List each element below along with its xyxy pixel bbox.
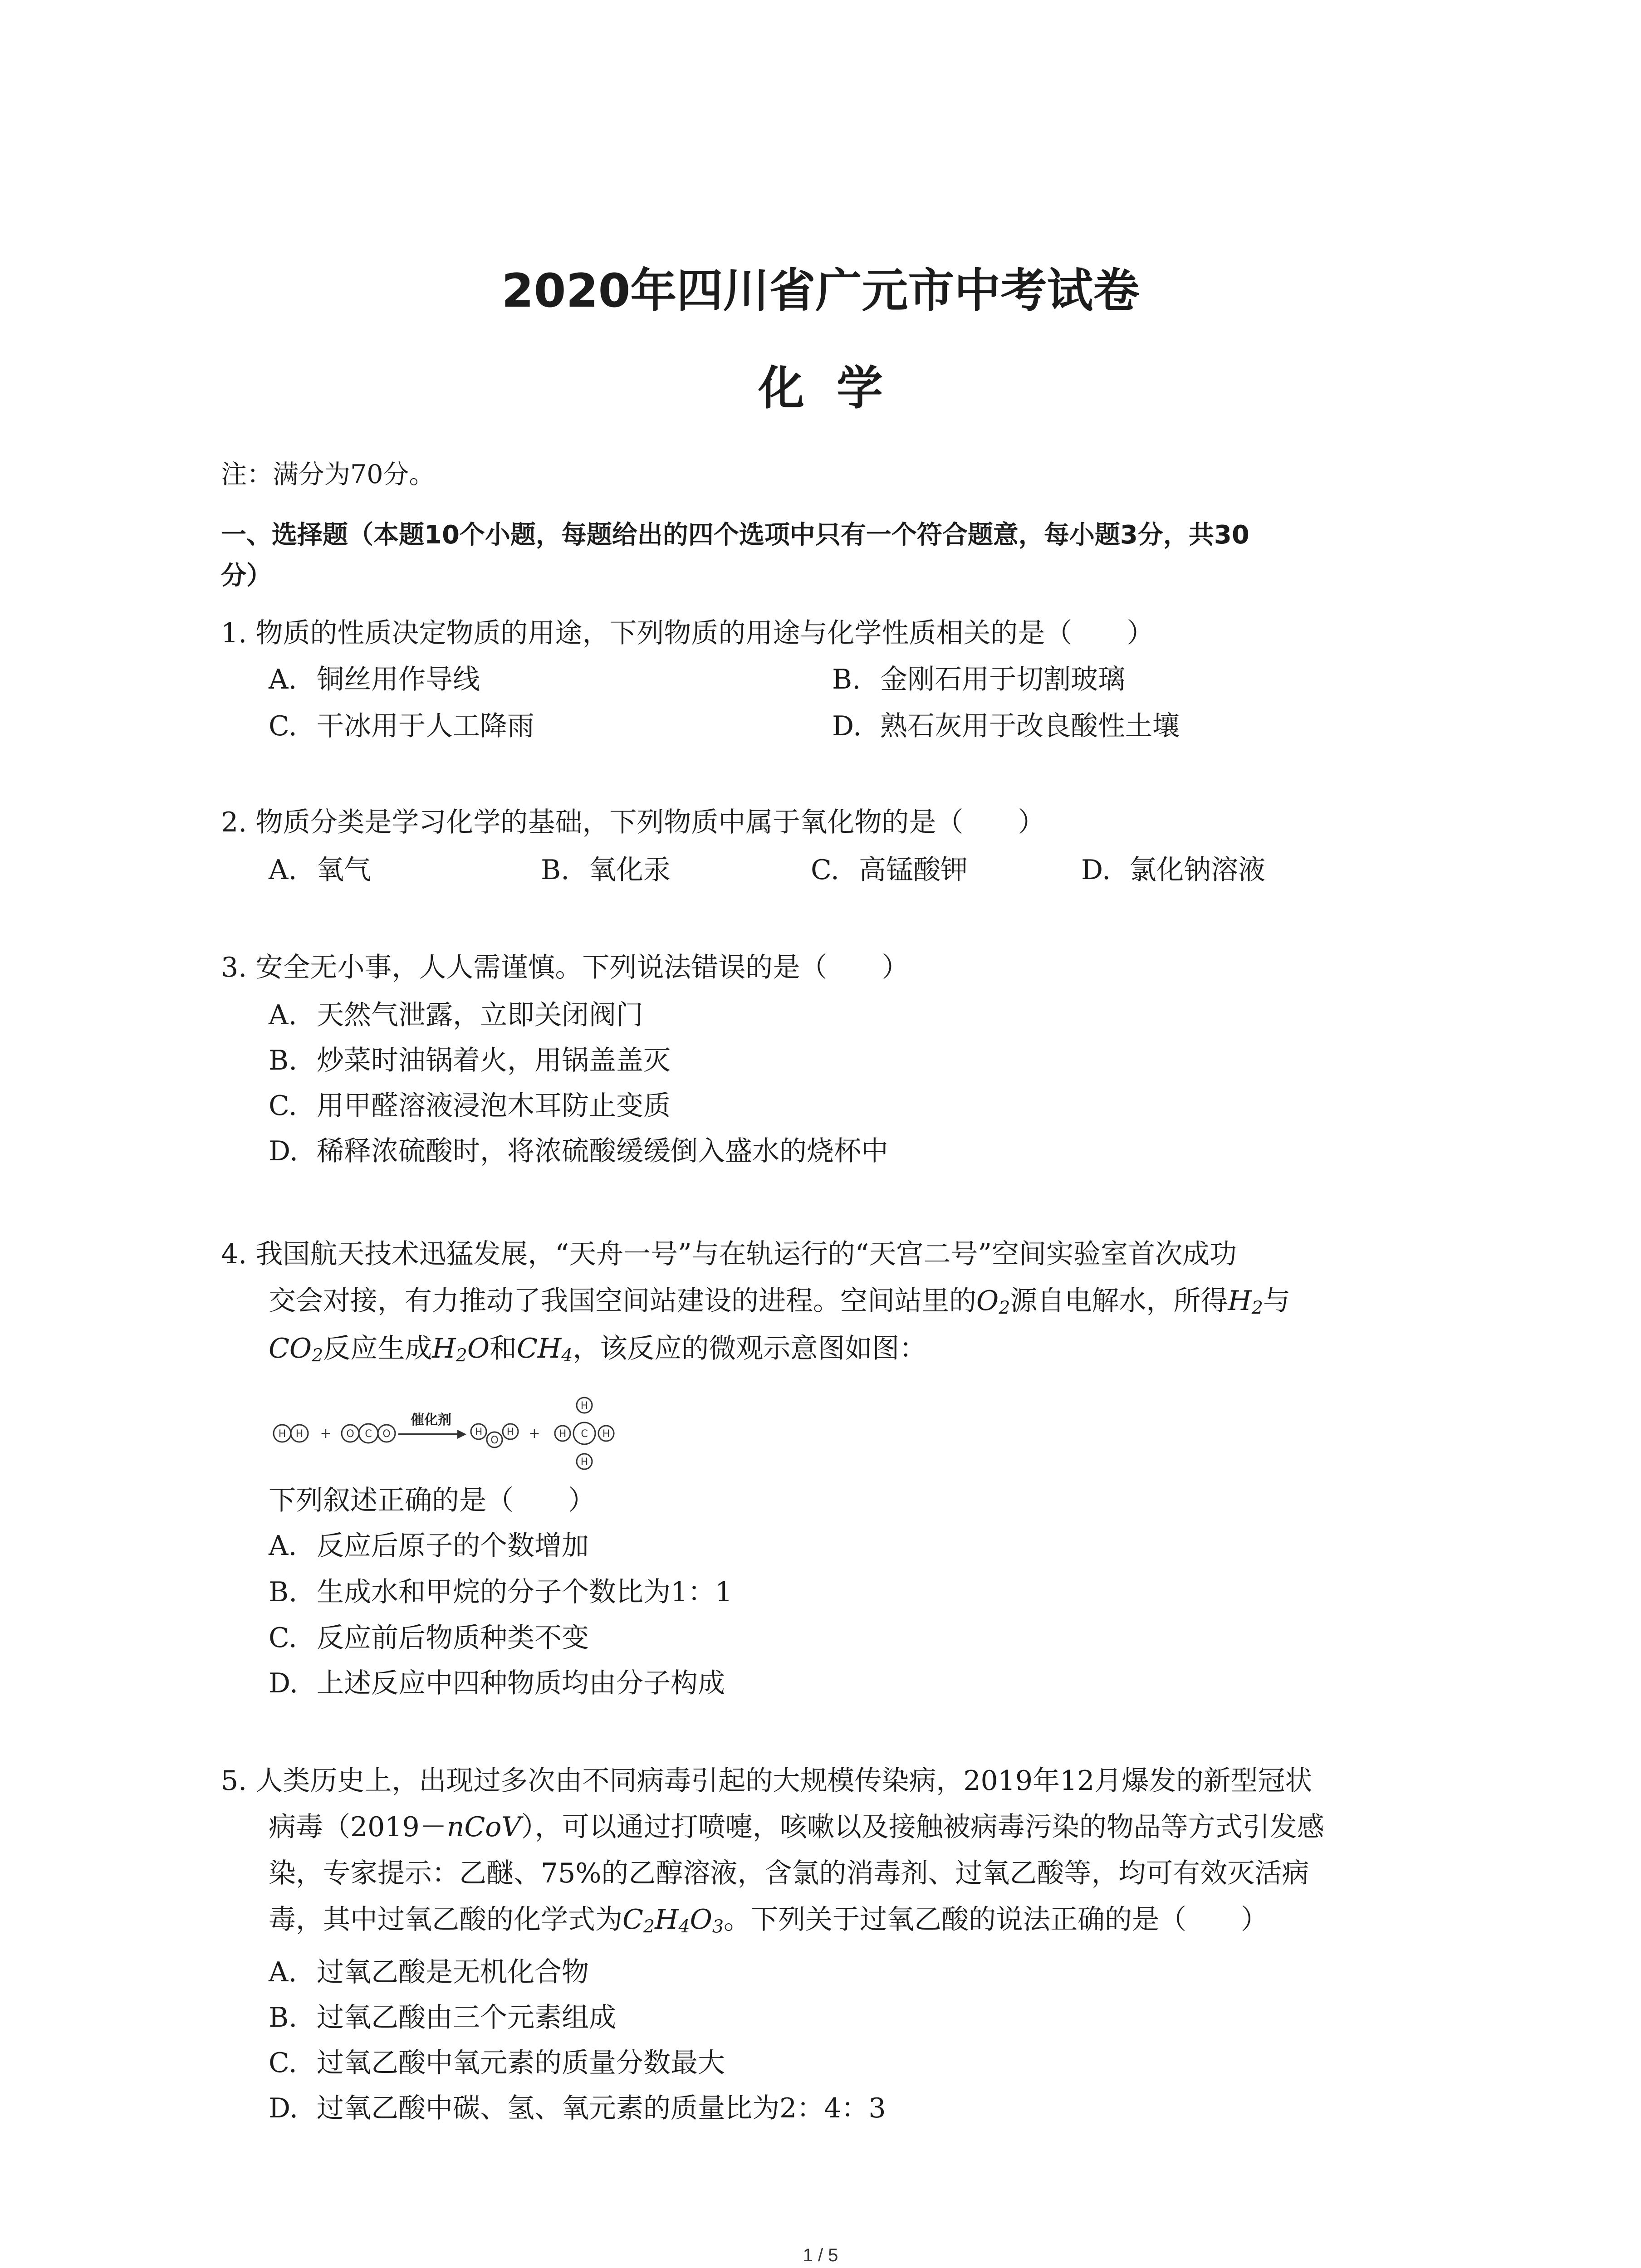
question-2-option-b[interactable]	[541, 848, 671, 887]
atom-h-label: H	[580, 1457, 588, 1468]
option-letter: D.	[269, 2092, 299, 2124]
option-letter: D.	[832, 710, 862, 742]
question-5-option-c[interactable]	[269, 2041, 725, 2080]
option-letter: A.	[269, 999, 297, 1031]
option-text: 过氧乙酸由三个元素组成	[317, 2002, 616, 2033]
question-3-stem: 3. 安全无小事，人人需谨慎。下列说法错误的是（ ）	[221, 952, 909, 983]
carbon-dioxide-molecule	[342, 1424, 395, 1443]
question-3-option-d[interactable]	[269, 1129, 888, 1168]
option-text: 氧气	[317, 854, 371, 886]
option-text: 过氧乙酸中氧元素的质量分数最大	[317, 2047, 725, 2079]
catalyst-label: 催化剂	[411, 1412, 451, 1428]
text: 毒，其中过氧乙酸的化学式为	[269, 1904, 622, 1936]
question-2-option-a[interactable]	[269, 848, 371, 887]
plus-sign: +	[529, 1426, 540, 1442]
option-text: 稀释浓硫酸时，将浓硫酸缓缓倒入盛水的烧杯中	[317, 1135, 888, 1167]
question-1-option-b[interactable]	[832, 658, 1125, 697]
text: 。下列关于过氧乙酸的说法正确的是（ ）	[724, 1904, 1269, 1936]
exam-title: 2020年四川省广元市中考试卷	[501, 264, 1140, 318]
atom-o-label: O	[346, 1428, 354, 1440]
question-1-stem: 1. 物质的性质决定物质的用途，下列物质的用途与化学性质相关的是（ ）	[221, 617, 1154, 649]
option-letter: B.	[269, 2002, 298, 2033]
question-2-option-d[interactable]	[1081, 848, 1265, 887]
text: 和	[490, 1333, 517, 1364]
option-letter: D.	[269, 1135, 299, 1167]
question-2-stem: 2. 物质分类是学习化学的基础，下列物质中属于氧化物的是（ ）	[221, 807, 1045, 838]
option-text: 上述反应中四种物质均由分子构成	[317, 1667, 725, 1699]
atom-o-label: O	[382, 1428, 391, 1440]
question-5-option-d[interactable]	[269, 2087, 886, 2126]
text: 源自电解水，所得	[1010, 1285, 1228, 1317]
text: ，该反应的微观示意图如图：	[573, 1333, 927, 1364]
atom-h-label: H	[278, 1428, 286, 1440]
question-5-line-3: 染，专家提示：乙醚、75%的乙醇溶液，含氯的消毒剂、过氧乙酸等，均可有效灭活病	[269, 1857, 1309, 1889]
score-note: 注：满分为70分。	[221, 459, 435, 489]
page-number: 1 / 5	[803, 2245, 838, 2265]
question-2-option-c[interactable]	[811, 848, 968, 887]
reaction-arrow	[398, 1412, 466, 1439]
text: 与	[1263, 1285, 1290, 1317]
question-3-option-a[interactable]	[269, 993, 643, 1032]
option-text: 天然气泄露，立即关闭阀门	[317, 999, 643, 1031]
option-text: 铜丝用作导线	[317, 664, 480, 695]
hydrogen-molecule	[274, 1425, 308, 1442]
option-letter: C.	[269, 2047, 297, 2079]
option-text: 氧化汞	[589, 854, 671, 886]
question-5-option-b[interactable]	[269, 1996, 616, 2035]
option-text: 金刚石用于切割玻璃	[880, 664, 1125, 695]
text: 反应生成	[323, 1333, 432, 1364]
option-letter: B.	[541, 854, 570, 886]
atom-h-label: H	[295, 1428, 304, 1440]
option-text: 熟石灰用于改良酸性土壤	[880, 710, 1180, 742]
option-text: 反应后原子的个数增加	[317, 1530, 589, 1562]
option-text: 氯化钠溶液	[1129, 854, 1265, 886]
question-4-line-3	[269, 1327, 926, 1366]
option-text: 干冰用于人工降雨	[317, 710, 534, 742]
question-5-line-2	[269, 1805, 1324, 1844]
formula-h2: $H_2$	[1228, 1285, 1263, 1319]
question-5-option-a[interactable]	[269, 1950, 589, 1989]
atom-h-label: H	[475, 1427, 483, 1438]
section-heading-line2: 分）	[221, 561, 272, 591]
atom-h-label: H	[506, 1427, 514, 1438]
option-text: 过氧乙酸是无机化合物	[317, 1956, 589, 1988]
question-1-option-c[interactable]	[269, 704, 534, 743]
option-letter: B.	[832, 664, 861, 695]
question-4-option-d[interactable]	[269, 1662, 725, 1701]
question-3-option-c[interactable]	[269, 1084, 671, 1123]
methane-molecule	[555, 1398, 614, 1469]
formula-peracetic-acid: $C_2H_4O_3$	[622, 1904, 724, 1937]
question-1-option-d[interactable]	[832, 704, 1180, 743]
option-text: 高锰酸钾	[859, 854, 968, 886]
question-4-ask: 下列叙述正确的是（ ）	[269, 1485, 595, 1516]
question-4-line-1: 4. 我国航天技术迅猛发展，“天舟一号”与在轨运行的“天宫二号”空间实验室首次成功	[221, 1238, 1237, 1270]
virus-name: nCoV	[446, 1811, 521, 1843]
option-letter: A.	[269, 1956, 297, 1988]
option-letter: D.	[1081, 854, 1111, 886]
formula-h2o: $H_2O$	[432, 1333, 490, 1366]
plus-sign: +	[320, 1426, 332, 1442]
atom-o-label: O	[490, 1435, 499, 1446]
question-4-option-b[interactable]	[269, 1570, 732, 1609]
text: ），可以通过打喷嚏，咳嗽以及接触被病毒污染的物品等方式引发感	[521, 1811, 1324, 1843]
text: 交会对接，有力推动了我国空间站建设的进程。空间站里的	[269, 1285, 976, 1317]
question-4-line-2	[269, 1279, 1290, 1318]
question-4-option-c[interactable]	[269, 1616, 589, 1655]
option-letter: C.	[269, 1622, 297, 1654]
formula-o2: $O_2$	[976, 1285, 1010, 1319]
text: 病毒（2019－	[269, 1811, 447, 1843]
atom-c-label: C	[365, 1428, 372, 1440]
subject-title: 化 学	[758, 362, 883, 415]
option-letter: D.	[269, 1667, 299, 1699]
option-text: 炒菜时油锅着火，用锅盖盖灭	[317, 1045, 671, 1076]
formula-co2: $CO_2$	[269, 1333, 323, 1366]
option-letter: C.	[269, 710, 297, 742]
option-letter: C.	[269, 1090, 297, 1122]
atom-h-label: H	[558, 1428, 567, 1440]
question-3-option-b[interactable]	[269, 1039, 671, 1078]
atom-c-label: C	[581, 1428, 588, 1440]
option-letter: B.	[269, 1045, 298, 1076]
water-molecule	[471, 1424, 518, 1447]
question-4-option-a[interactable]	[269, 1524, 589, 1563]
atom-h-label: H	[602, 1428, 610, 1440]
reaction-diagram	[272, 1393, 681, 1474]
option-letter: A.	[269, 1530, 297, 1562]
option-letter: A.	[269, 664, 297, 695]
option-letter: C.	[811, 854, 839, 886]
question-5-line-1: 5. 人类历史上，出现过多次由不同病毒引起的大规模传染病，2019年12月爆发的新型冠状	[221, 1765, 1313, 1797]
question-1-option-a[interactable]	[269, 658, 480, 697]
option-text: 生成水和甲烷的分子个数比为1：1	[317, 1576, 733, 1608]
atom-h-label: H	[580, 1400, 588, 1412]
option-text: 过氧乙酸中碳、氢、氧元素的质量比为2：4：3	[317, 2092, 886, 2124]
option-text: 反应前后物质种类不变	[317, 1622, 589, 1654]
formula-ch4: $CH_4$	[517, 1333, 573, 1366]
question-5-line-4	[269, 1898, 1268, 1937]
section-heading-line1: 一、选择题（本题10个小题，每题给出的四个选项中只有一个符合题意，每小题3分，共30	[221, 520, 1249, 550]
option-letter: A.	[269, 854, 297, 886]
option-letter: B.	[269, 1576, 298, 1608]
option-text: 用甲醛溶液浸泡木耳防止变质	[317, 1090, 671, 1122]
